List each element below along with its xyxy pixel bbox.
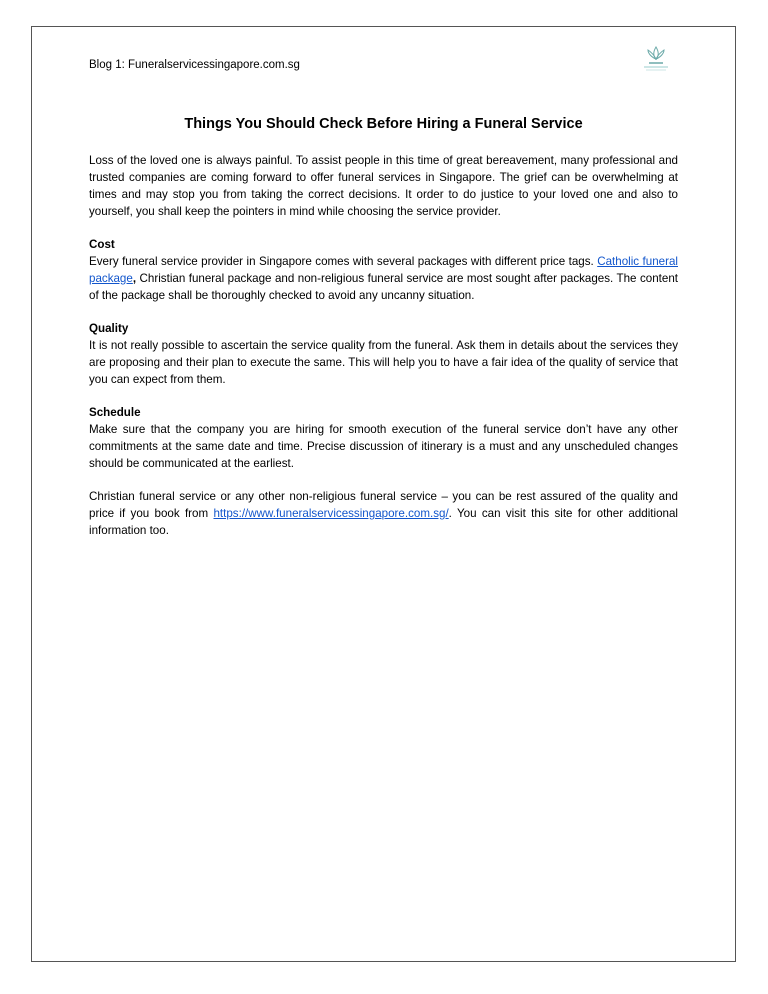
schedule-text: Make sure that the company you are hiring for smooth execution of the funeral service don’t have any other commitments at the same date and time. Precise discussion of itinerary is a must and any unscheduled changes should be communicated at the earliest.: [89, 423, 678, 470]
quality-text: It is not really possible to ascertain the service quality from the funeral. Ask them in details about the services they are proposing and their plan to execute the same. This will help you to have a fair idea of the quality of service that you can expect from them.: [89, 339, 678, 386]
cost-section: [89, 236, 678, 304]
schedule-section: [89, 404, 678, 472]
blog-header-label: Blog 1: Funeralservicessingapore.com.sg: [89, 59, 300, 71]
cost-heading: Cost: [89, 238, 115, 251]
cost-text-1: Every funeral service provider in Singapore comes with several packages with different price tags.: [89, 255, 594, 268]
quality-section: [89, 320, 678, 388]
catholic-funeral-package-link[interactable]: Catholic funeral package: [89, 255, 678, 285]
cost-text-2: Christian funeral package and non-religious funeral service are most sought after packages. The content of the package shall be thoroughly checked to avoid any uncanny situation.: [89, 272, 678, 302]
website-link[interactable]: https://www.funeralservicessingapore.com.sg/: [213, 507, 449, 520]
lotus-logo-icon: [636, 44, 676, 74]
closing-text-2: . You can visit this site for other additional information too.: [89, 507, 678, 537]
article-body: [89, 114, 678, 555]
intro-paragraph: Loss of the loved one is always painful. To assist people in this time of great bereavement, many professional and trusted companies are coming forward to offer funeral services in Singapore. The grief can be overwhelming at times and may stop you from taking the correct decisions. It order to do justice to your loved one and also to yourself, you shall keep the pointers in mind while choosing the service provider.: [89, 154, 678, 218]
schedule-heading: Schedule: [89, 406, 141, 419]
quality-heading: Quality: [89, 322, 129, 335]
closing-paragraph: [89, 488, 678, 539]
closing-text-1: Christian funeral service or any other non-religious funeral service – you can be rest assured of the quality and price if you book from: [89, 490, 678, 520]
cost-comma: ,: [132, 272, 137, 285]
article-title: Things You Should Check Before Hiring a Funeral Service: [184, 116, 583, 132]
